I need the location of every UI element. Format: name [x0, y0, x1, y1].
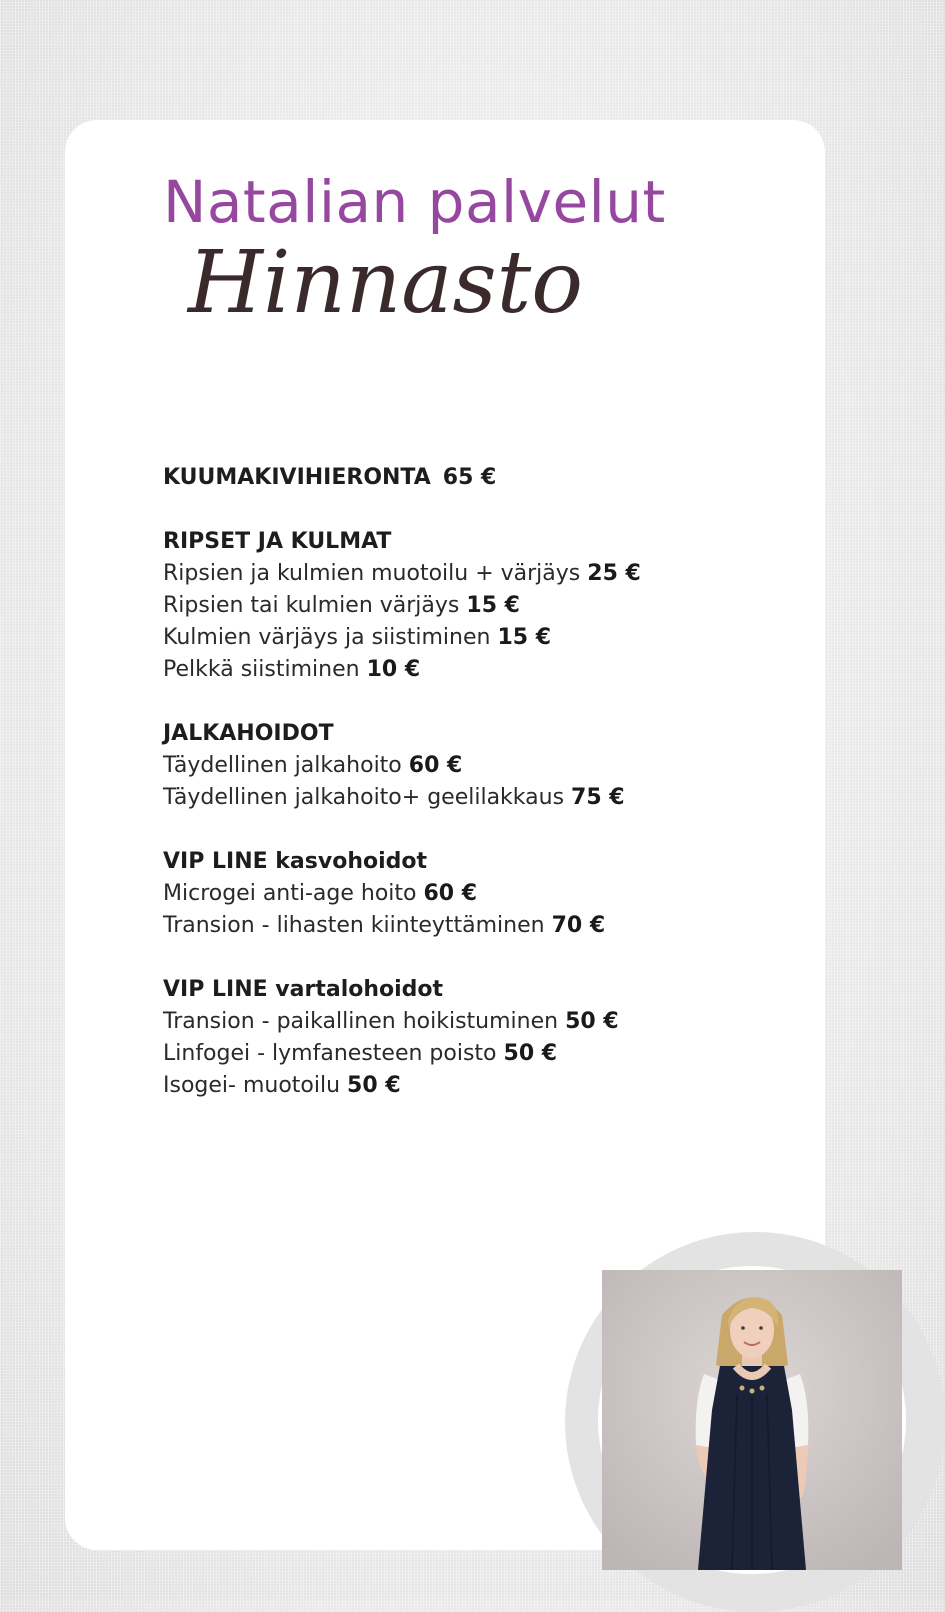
- service-price: 15 €: [497, 625, 552, 650]
- service-item: [163, 622, 803, 654]
- eye-right: [759, 1326, 763, 1330]
- section-lashes-brows: [163, 526, 803, 686]
- service-item: [163, 1006, 803, 1038]
- service-price: 50 €: [503, 1041, 558, 1066]
- brand-title: Natalian palvelut: [163, 168, 666, 236]
- dress-button: [740, 1386, 745, 1391]
- script-title-text: Hinnasto: [188, 233, 584, 333]
- service-price: 70 €: [551, 913, 606, 938]
- script-title: [180, 220, 584, 360]
- service-name: Täydellinen jalkahoito: [163, 753, 402, 778]
- portrait-illustration: [602, 1270, 902, 1570]
- service-name: Transion - paikallinen hoikistuminen: [163, 1009, 559, 1034]
- dress-button: [760, 1386, 765, 1391]
- service-name: Transion - lihasten kiinteyttäminen: [163, 913, 545, 938]
- portrait-photo: [598, 1266, 906, 1574]
- section-heading: [163, 462, 803, 494]
- service-item: [163, 590, 803, 622]
- section-heading-label: KUUMAKIVIHIERONTA: [163, 465, 431, 490]
- service-item: [163, 782, 803, 814]
- service-item: [163, 750, 803, 782]
- service-item: [163, 1070, 803, 1102]
- service-price: 60 €: [408, 753, 463, 778]
- price-list: [163, 462, 803, 1134]
- service-name: Isogei- muotoilu: [163, 1073, 341, 1098]
- service-name: Microgei anti-age hoito: [163, 881, 417, 906]
- service-item: [163, 878, 803, 910]
- service-price: 10 €: [366, 657, 421, 682]
- service-item: [163, 1038, 803, 1070]
- section-vip-facial: [163, 846, 803, 942]
- section-heading: VIP LINE kasvohoidot: [163, 849, 428, 874]
- dress-button: [750, 1389, 755, 1394]
- service-price: 25 €: [587, 561, 641, 586]
- service-price: 60 €: [423, 881, 478, 906]
- section-heading: VIP LINE vartalohoidot: [163, 977, 444, 1002]
- section-heading: JALKAHOIDOT: [163, 721, 334, 746]
- section-foot-care: [163, 718, 803, 814]
- eye-left: [741, 1326, 745, 1330]
- service-name: Pelkkä siistiminen: [163, 657, 360, 682]
- service-price: 15 €: [466, 593, 520, 618]
- service-name: Linfogei - lymfanesteen poisto: [163, 1041, 497, 1066]
- service-name: Ripsien tai kulmien värjäys: [163, 593, 460, 618]
- service-item: [163, 910, 803, 942]
- service-name: Täydellinen jalkahoito+ geelilakkaus: [163, 785, 565, 810]
- service-item: [163, 654, 803, 686]
- section-hot-stone-massage: [163, 462, 803, 494]
- service-name: Ripsien ja kulmien muotoilu + värjäys: [163, 561, 581, 586]
- service-price: 50 €: [347, 1073, 401, 1098]
- service-item: [163, 558, 803, 590]
- section-heading: RIPSET JA KULMAT: [163, 529, 392, 554]
- section-heading-price: 65 €: [442, 465, 497, 490]
- section-vip-body: [163, 974, 803, 1102]
- service-price: 50 €: [565, 1009, 619, 1034]
- service-price: 75 €: [571, 785, 625, 810]
- service-name: Kulmien värjäys ja siistiminen: [163, 625, 491, 650]
